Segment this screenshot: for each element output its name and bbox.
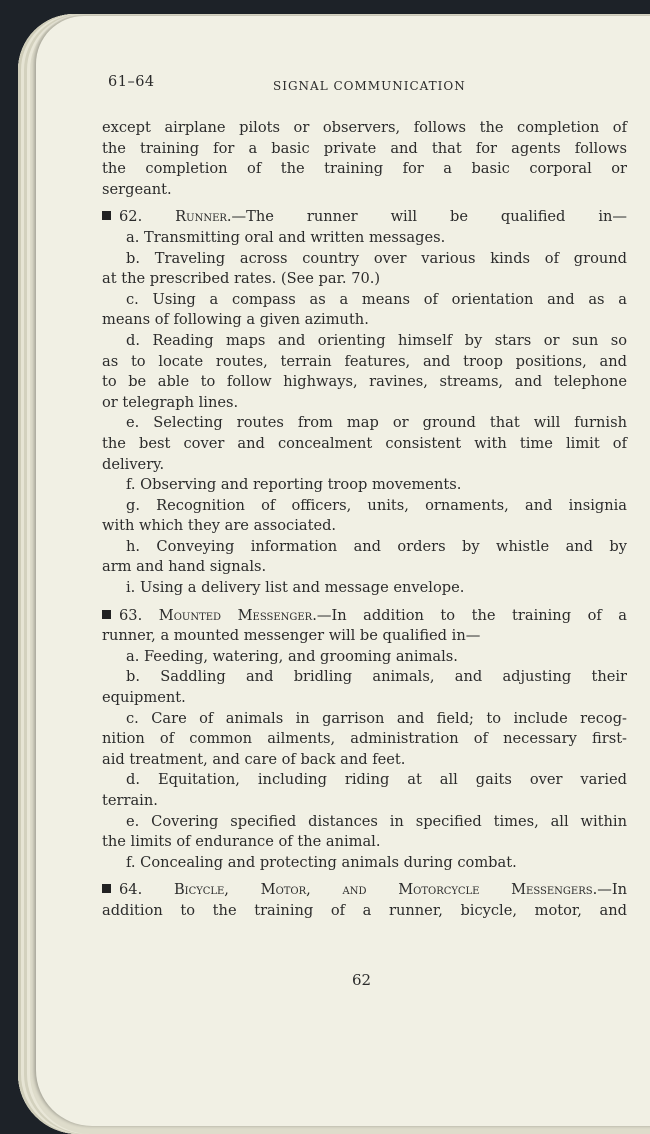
- section-number: 64.: [119, 881, 143, 899]
- text-line: with which they are associated.: [102, 517, 337, 535]
- text-line: b. Traveling across country over various kinds of ground: [126, 249, 627, 267]
- text-line: i. Using a delivery list and message envelope.: [126, 579, 465, 597]
- text-line: at the prescribed rates. (See par. 70.): [102, 270, 381, 288]
- section-64: [102, 880, 627, 921]
- page-text: [102, 74, 627, 922]
- lettered-item: [102, 709, 627, 771]
- text-line: h. Conveying information and orders by whistle and by: [126, 537, 627, 555]
- text-line: b. Saddling and bridling animals, and adjusting their: [126, 668, 627, 686]
- section-title-text: Runner.: [175, 208, 232, 226]
- lettered-item: [102, 537, 627, 578]
- text-line: except airplane pilots or observers, follows the completion of: [102, 119, 627, 136]
- text-line: f. Concealing and protecting animals during combat.: [126, 853, 517, 871]
- square-bullet-icon: [102, 884, 111, 893]
- text-line: c. Using a compass as a means of orientation and as a: [126, 290, 627, 308]
- lettered-item: [102, 290, 627, 331]
- text-line: the limits of endurance of the animal.: [102, 833, 381, 851]
- square-bullet-icon: [102, 211, 111, 220]
- text-line: c. Care of animals in garrison and field; to include recog-: [126, 709, 627, 727]
- lettered-item: [102, 413, 627, 475]
- lettered-item: [102, 249, 627, 290]
- lettered-item: [102, 770, 627, 811]
- text-line: the completion of the training for a basic corporal or: [102, 160, 627, 178]
- text-line: the best cover and concealment consistent with time limit of: [102, 434, 627, 452]
- text-line: sergeant.: [102, 180, 172, 198]
- section-title: SIGNAL COMMUNICATION: [273, 79, 466, 93]
- section-items: [102, 228, 627, 599]
- square-bullet-icon: [102, 610, 111, 619]
- section-63: [102, 606, 627, 874]
- text-line: means of following a given azimuth.: [102, 311, 369, 329]
- text-line: d. Equitation, including riding at all gaits over varied: [126, 771, 627, 789]
- section-heading: [102, 207, 627, 228]
- section-lead-line: runner, a mounted messenger will be qualified in—: [102, 627, 481, 645]
- text-line: a. Transmitting oral and written messages.: [126, 228, 446, 246]
- section-number: 63.: [119, 606, 143, 624]
- text-line: a. Feeding, watering, and grooming animals.: [126, 647, 458, 665]
- text-line: arm and hand signals.: [102, 558, 267, 576]
- lettered-item: [102, 475, 627, 496]
- text-line: f. Observing and reporting troop movements.: [126, 476, 462, 494]
- text-line: equipment.: [102, 689, 186, 707]
- page-number: 62: [352, 971, 372, 989]
- section-lead: —The runner will be qualified in—: [231, 208, 627, 226]
- text-line: d. Reading maps and orienting himself by stars or sun so: [126, 331, 627, 349]
- lettered-item: [102, 496, 627, 537]
- text-line: nition of common ailments, administration of necessary first-: [102, 730, 627, 748]
- section-title-text: Bicycle, Motor, and Motorcycle Messengers.: [173, 881, 598, 899]
- text-line: or telegraph lines.: [102, 393, 239, 411]
- section-lead-line: addition to the training of a runner, bicycle, motor, and: [102, 901, 627, 919]
- text-line: aid treatment, and care of back and feet.: [102, 750, 406, 768]
- section-heading: [102, 606, 627, 627]
- section-number: 62.: [119, 208, 143, 226]
- text-line: delivery.: [102, 455, 165, 473]
- text-line: g. Recognition of officers, units, ornaments, and insignia: [126, 496, 627, 514]
- section-lead: —In addition to the training of a: [316, 606, 627, 624]
- section-62: [102, 207, 627, 598]
- lettered-item: [102, 331, 627, 413]
- text-line: as to locate routes, terrain features, and troop positions, and: [102, 352, 627, 370]
- text-line: terrain.: [102, 792, 158, 809]
- intro-paragraph: [102, 118, 627, 200]
- text-line: the training for a basic private and that for agents follows: [102, 139, 627, 157]
- text-line: e. Covering specified distances in specified times, all within: [126, 812, 627, 830]
- lettered-item: [102, 812, 627, 853]
- lettered-item: [102, 853, 627, 874]
- section-items: [102, 647, 627, 874]
- lettered-item: [102, 667, 627, 708]
- section-title-text: Mounted Messenger.: [158, 606, 317, 624]
- text-line: to be able to follow highways, ravines, streams, and telephone: [102, 373, 627, 391]
- text-line: e. Selecting routes from map or ground that will furnish: [126, 414, 627, 432]
- lettered-item: [102, 578, 627, 599]
- page-range: 61–64: [108, 74, 155, 90]
- running-head: [102, 74, 627, 100]
- section-heading: [102, 880, 627, 901]
- section-lead: —In: [597, 881, 628, 899]
- lettered-item: [102, 647, 627, 668]
- lettered-item: [102, 228, 627, 249]
